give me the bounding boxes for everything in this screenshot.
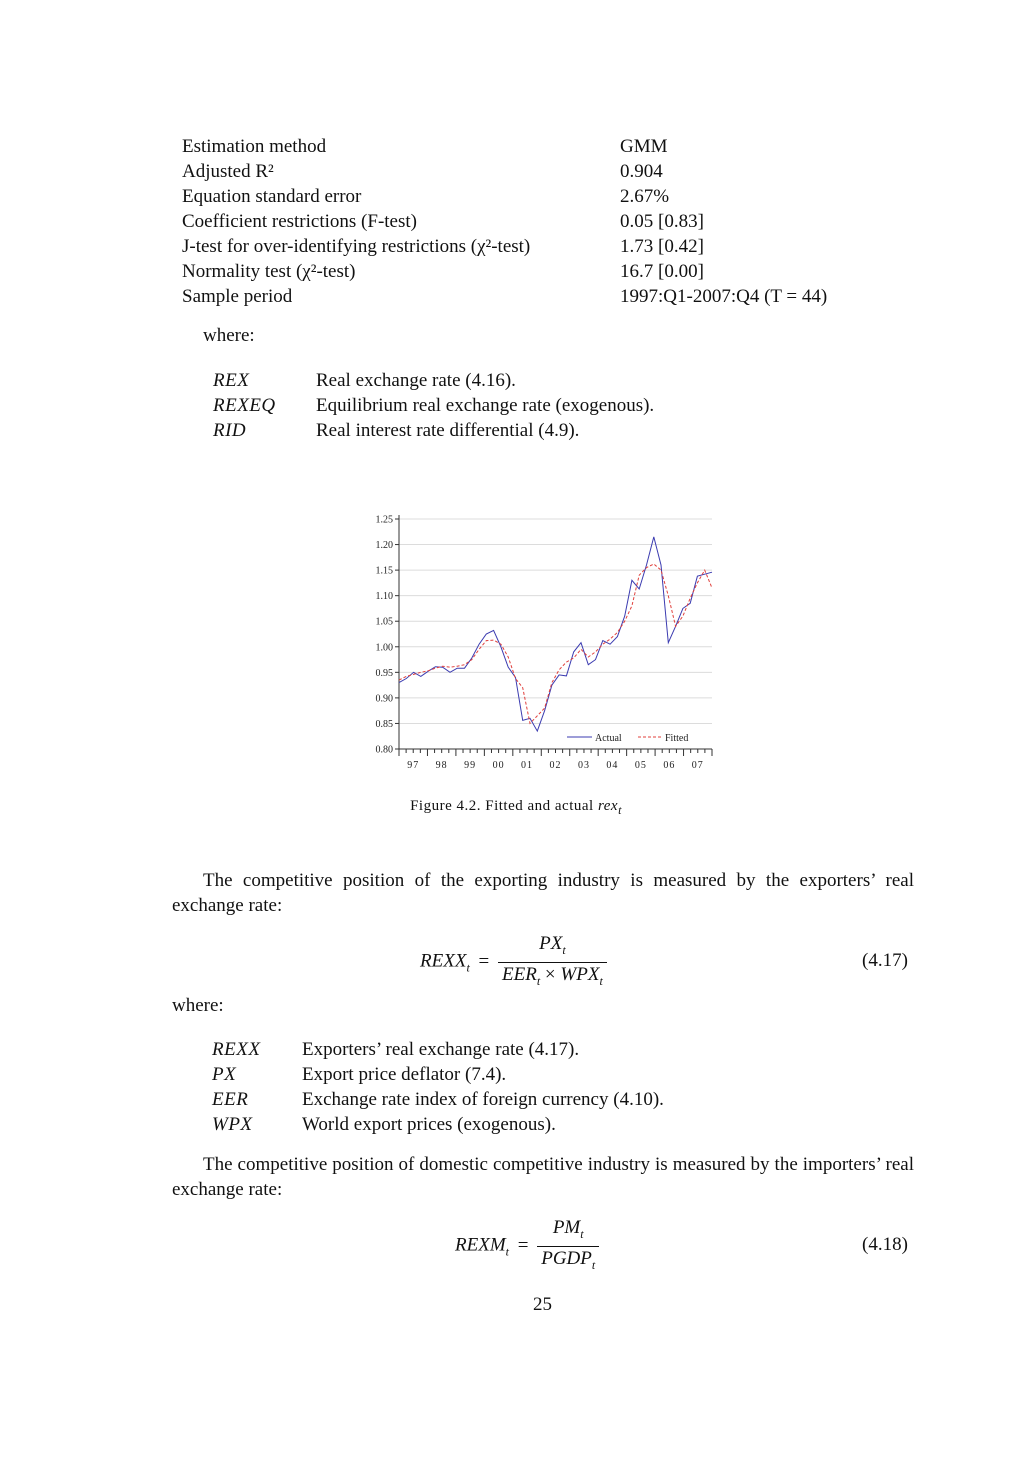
x-tick-label: 05	[634, 760, 647, 771]
stats-label: Estimation method	[182, 136, 327, 157]
x-tick-label: 02	[549, 760, 562, 771]
eq-numerator: PX	[539, 933, 563, 954]
y-tick-label: 0.90	[375, 693, 393, 705]
stats-value: 1.73 [0.42]	[620, 236, 704, 257]
definition-symbol: PX	[212, 1064, 237, 1085]
definition-symbol: REX	[213, 370, 250, 391]
stats-row	[182, 259, 882, 284]
series-fitted-line	[399, 564, 712, 723]
eq-denominator: PGDP	[541, 1247, 592, 1269]
y-tick-label: 1.00	[375, 642, 393, 654]
y-tick-label: 0.85	[375, 718, 393, 730]
x-tick-label: 03	[577, 760, 590, 771]
x-tick-label: 01	[521, 760, 534, 771]
figure-caption	[0, 798, 1032, 818]
stats-value: 0.05 [0.83]	[620, 211, 704, 232]
x-tick-label: 97	[407, 760, 420, 771]
y-tick-label: 1.05	[375, 616, 393, 628]
legend-label-fitted: Fitted	[665, 733, 689, 744]
stats-label: Adjusted R²	[182, 161, 274, 182]
stats-label: J-test for over-identifying restrictions (χ²-test)	[182, 236, 531, 257]
paragraph: The competitive position of the exporting industry is measured by the exporters’ real exchange rate:	[172, 870, 914, 916]
definition-text: Equilibrium real exchange rate (exogenous).	[316, 395, 655, 416]
stats-row	[182, 134, 882, 159]
definition-text: Real exchange rate (4.16).	[316, 370, 516, 391]
equation-4-18: $REXM_t$ = $\frac{PM_t}{PGDP_t}$	[455, 1216, 599, 1277]
eq-lhs-sub: t	[505, 1244, 509, 1259]
stats-label: Coefficient restrictions (F-test)	[182, 211, 417, 232]
stats-label: Equation standard error	[182, 186, 362, 207]
eq-denominator-1-sub: t	[536, 973, 541, 988]
stats-label: Normality test (χ²-test)	[182, 261, 356, 282]
x-tick-label: 07	[691, 760, 704, 771]
x-tick-label: 98	[435, 760, 448, 771]
definition-text: Real interest rate differential (4.9).	[316, 420, 580, 441]
eq-denominator-1: EER	[502, 963, 537, 985]
equation-number: (4.18)	[862, 1234, 908, 1255]
where-label: where:	[203, 325, 255, 346]
x-tick-label: 00	[492, 760, 505, 771]
equation-4-17: $REXX_t$ = $\frac{PX_t}{EER_t \times WPX_t}$	[420, 932, 607, 993]
eq-fraction	[498, 932, 607, 993]
definition-text: Export price deflator (7.4).	[302, 1064, 507, 1085]
eq-numerator-sub: t	[562, 942, 566, 957]
definition-text: Exchange rate index of foreign currency (4.10).	[302, 1089, 664, 1110]
page-number: 25	[533, 1294, 552, 1315]
y-tick-label: 0.95	[375, 667, 393, 679]
definition-text: Exporters’ real exchange rate (4.17).	[302, 1039, 580, 1060]
eq-denominator-2: WPX	[560, 963, 600, 985]
series-actual-line	[399, 537, 712, 731]
y-tick-label: 1.15	[375, 565, 393, 577]
x-tick-label: 04	[606, 760, 619, 771]
eq-times: ×	[544, 963, 556, 985]
x-tick-label: 06	[663, 760, 676, 771]
eq-fraction	[537, 1216, 599, 1277]
definition-symbol: RID	[213, 420, 247, 441]
y-tick-label: 1.20	[375, 540, 393, 552]
where-label: where:	[172, 995, 224, 1016]
x-tick-label: 99	[464, 760, 477, 771]
eq-denominator-sub: t	[591, 1257, 596, 1272]
stats-value: GMM	[620, 136, 668, 157]
eq-numerator-sub: t	[580, 1226, 584, 1241]
stats-value: 16.7 [0.00]	[620, 261, 704, 282]
y-tick-label: 1.25	[375, 514, 393, 526]
legend-label-actual: Actual	[595, 733, 622, 744]
definition-symbol: WPX	[212, 1114, 253, 1135]
stats-value: 2.67%	[620, 186, 670, 207]
definition-symbol: REXX	[212, 1039, 261, 1060]
stats-row	[182, 284, 882, 309]
eq-lhs: REXM	[455, 1234, 506, 1256]
definition-symbol: REXEQ	[213, 395, 276, 416]
y-tick-label: 1.10	[375, 591, 393, 603]
definition-text: World export prices (exogenous).	[302, 1114, 556, 1135]
stats-row	[182, 234, 882, 259]
eq-lhs-sub: t	[466, 960, 470, 975]
stats-value: 0.904	[620, 161, 663, 182]
caption-math: rex	[597, 798, 619, 814]
eq-denominator-2-sub: t	[599, 973, 603, 988]
definition-symbol: EER	[212, 1089, 249, 1110]
stats-value: 1997:Q1-2007:Q4 (T = 44)	[620, 286, 828, 307]
equation-number: (4.17)	[862, 950, 908, 971]
y-tick-label: 0.80	[375, 744, 393, 756]
line-chart	[360, 505, 730, 785]
stats-row	[182, 209, 882, 234]
caption-text: Figure 4.2. Fitted and actual	[410, 798, 598, 814]
paragraph: The competitive position of domestic competitive industry is measured by the importers’ real exchange rate:	[172, 1154, 914, 1200]
eq-lhs: REXX	[420, 950, 467, 972]
stats-row	[182, 159, 882, 184]
caption-math-sub: t	[618, 803, 622, 817]
stats-label: Sample period	[182, 286, 293, 307]
eq-numerator: PM	[552, 1217, 581, 1238]
stats-row	[182, 184, 882, 209]
